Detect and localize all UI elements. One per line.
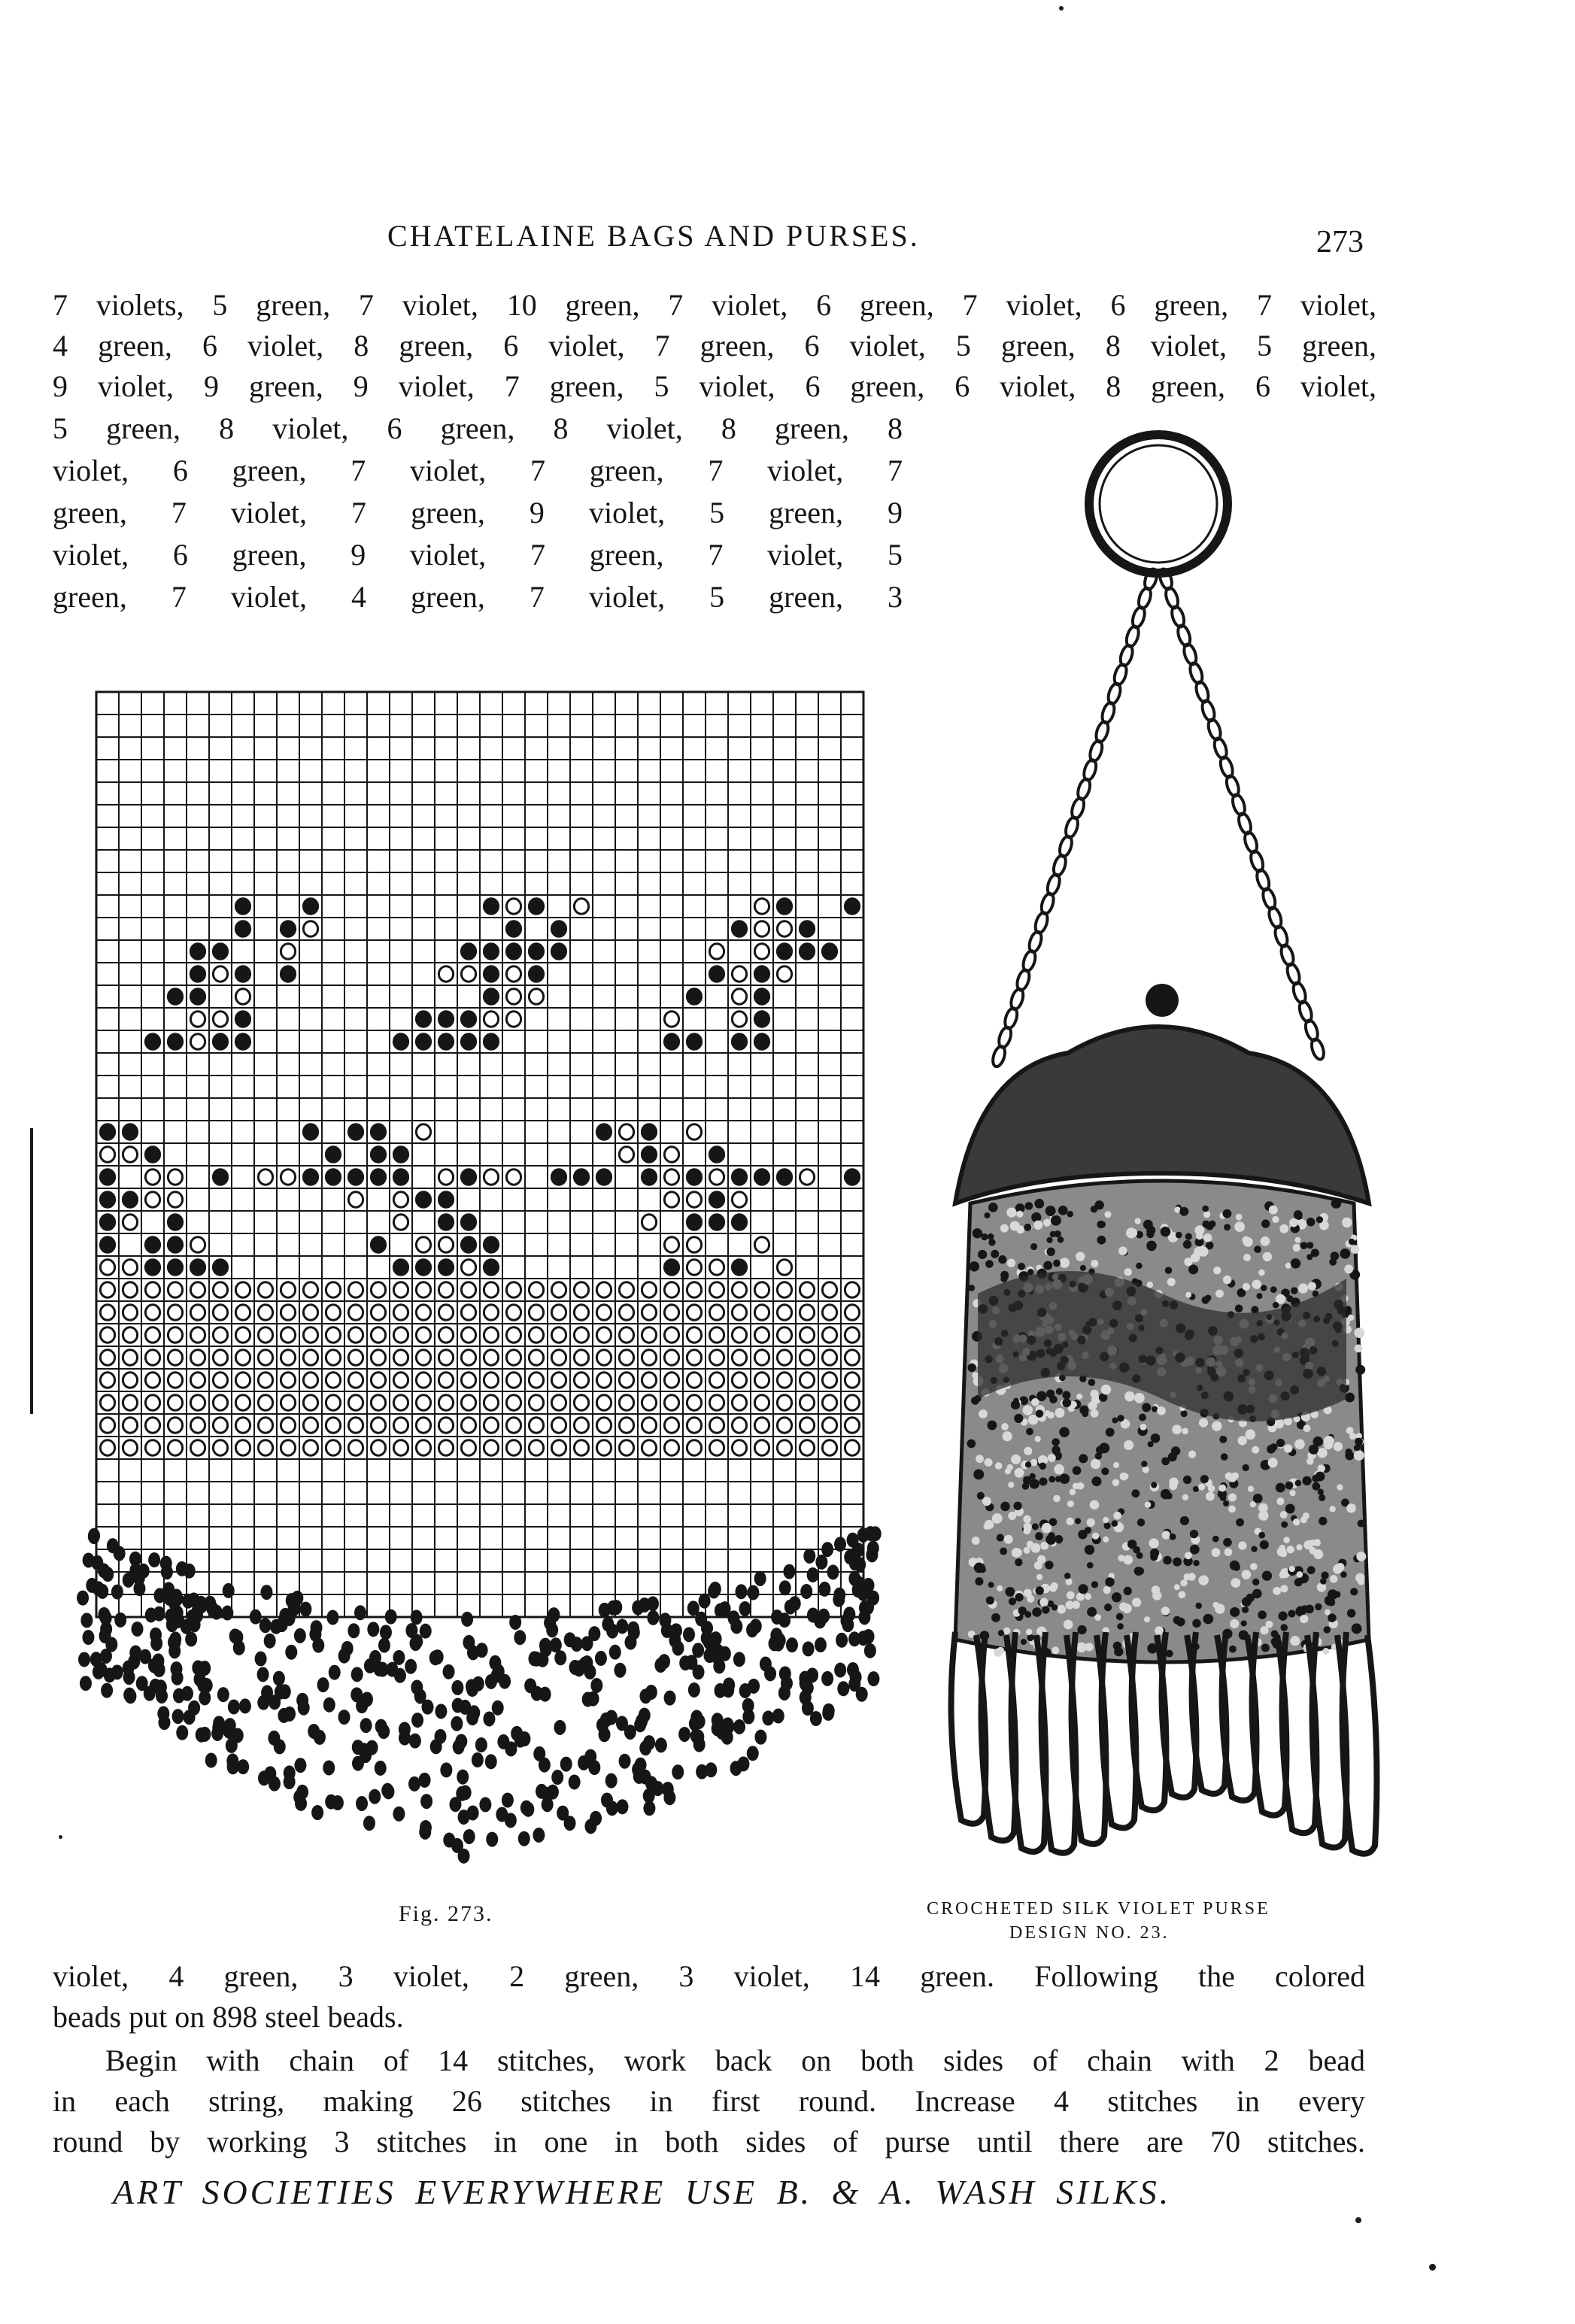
text-line: green, 7 violet, 7 green, 9 violet, 5 green, 9 (53, 496, 903, 529)
scan-speck (59, 1835, 62, 1839)
purse-caption-line1: CROCHETED SILK VIOLET PURSE (927, 1899, 1270, 1919)
text-line: green, 7 violet, 4 green, 7 violet, 5 green, 3 (53, 580, 903, 614)
text-line: Begin with chain of 14 stitches, work back on both sides of chain with 2 bead (105, 2043, 1365, 2077)
bead-pattern-chart (77, 692, 882, 1864)
violet-purse-illustration (951, 435, 1377, 1854)
purse-caption (927, 1897, 1378, 1945)
margin-rule (30, 1128, 33, 1414)
footer-advert: ART SOCIETIES EVERYWHERE USE B. & A. WASH SILKS. (113, 2173, 1172, 2211)
figure-caption: Fig. 273. (399, 1901, 493, 1926)
page-number: 273 (1316, 225, 1364, 259)
purse-caption-line2: DESIGN NO. 23. (1009, 1923, 1170, 1943)
text-line: 4 green, 6 violet, 8 green, 6 violet, 7 green, 6 violet, 5 green, 8 violet, 5 green, (53, 329, 1376, 363)
scan-speck (1059, 6, 1064, 11)
text-line: violet, 4 green, 3 violet, 2 green, 3 violet, 14 green. Following the colored (53, 1959, 1365, 1993)
text-line: 9 violet, 9 green, 9 violet, 7 green, 5 violet, 6 green, 6 violet, 8 green, 6 violet, (53, 369, 1376, 403)
text-line: violet, 6 green, 9 violet, 7 green, 7 violet, 5 (53, 538, 903, 572)
scan-speck (1355, 2217, 1361, 2223)
text-line: in each string, making 26 stitches in first round. Increase 4 stitches in every (53, 2084, 1365, 2118)
text-line: violet, 6 green, 7 violet, 7 green, 7 violet, 7 (53, 454, 903, 487)
text-line: 5 green, 8 violet, 6 green, 8 violet, 8 green, 8 (53, 411, 903, 445)
text-line: 7 violets, 5 green, 7 violet, 10 green, 7 violet, 6 green, 7 violet, 6 green, 7 violet, (53, 288, 1376, 322)
text-line: beads put on 898 steel beads. (53, 2000, 404, 2034)
text-line: round by working 3 stitches in one in both sides of purse until there are 70 stitches. (53, 2125, 1365, 2159)
scan-speck (1429, 2264, 1436, 2271)
running-title: CHATELAINE BAGS AND PURSES. (387, 219, 920, 253)
